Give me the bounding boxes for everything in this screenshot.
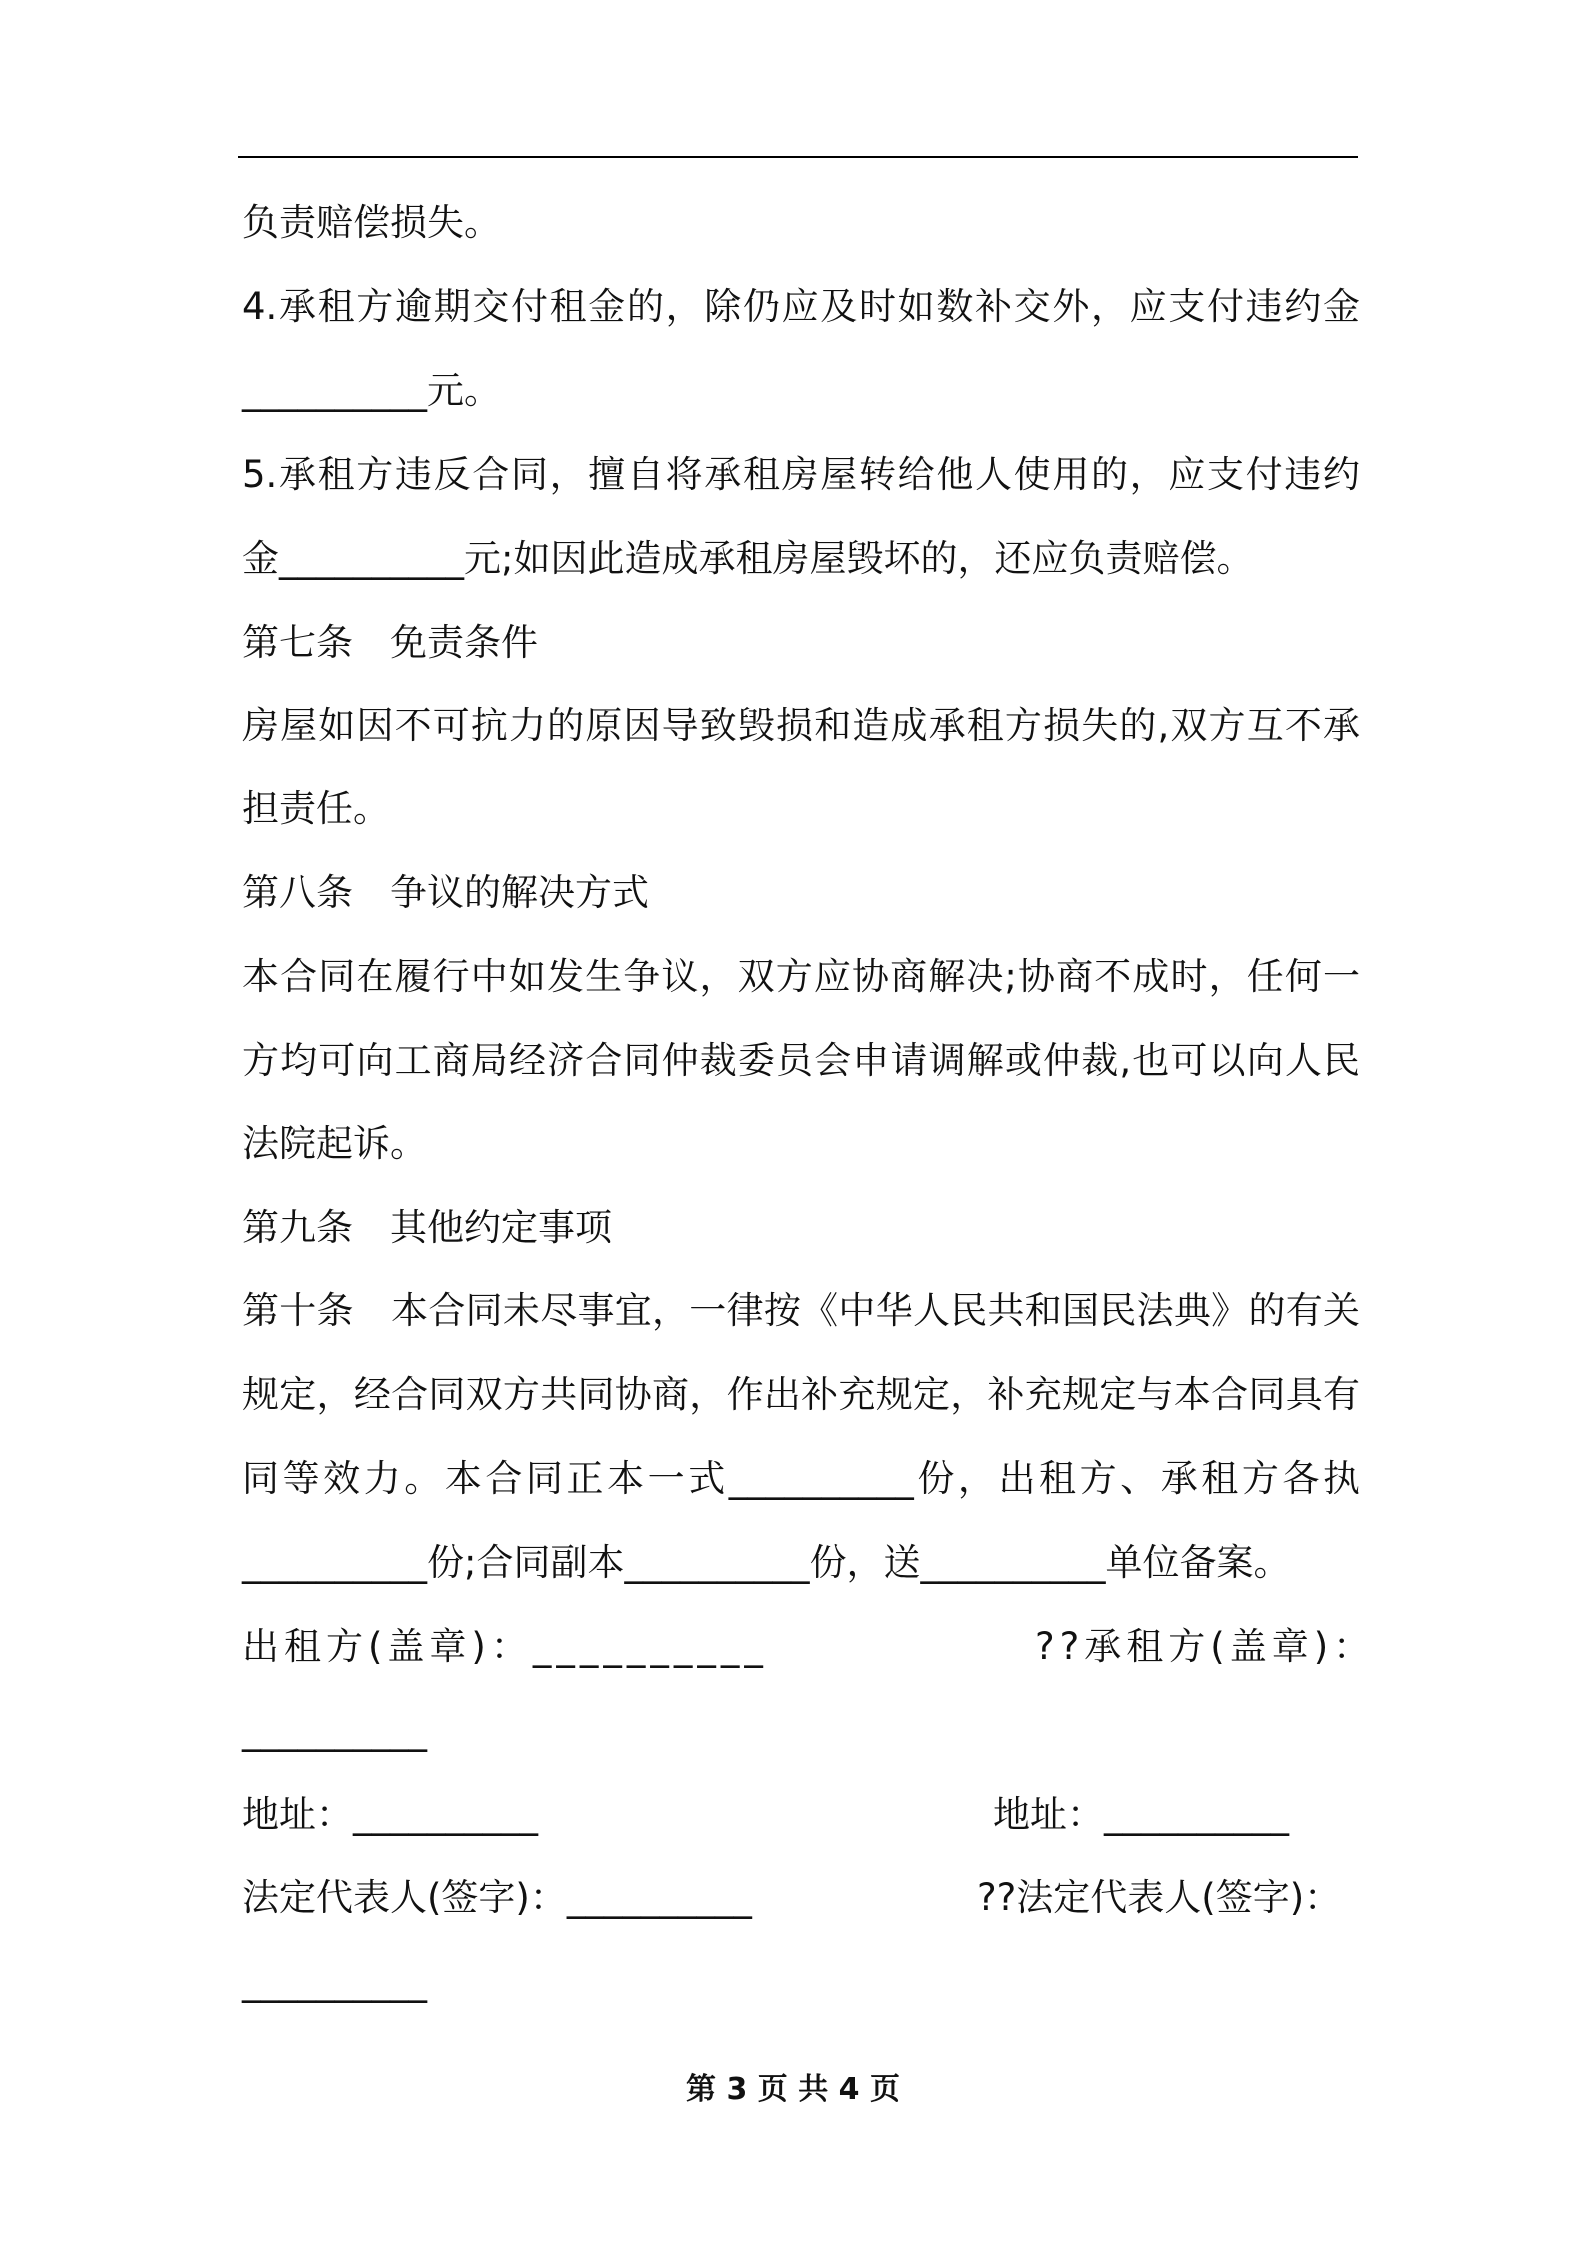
lessor-address-line: 地址：__________ xyxy=(242,1793,538,1836)
lessee-seal-line: ??承租方(盖章)： xyxy=(1035,1625,1376,1668)
paragraph-line: 规定，经合同双方共同协商，作出补充规定，补充规定与本合同具有 xyxy=(242,1373,1360,1416)
lessee-rep-blank: __________ xyxy=(242,1960,427,2003)
lessee-rep-line: ??法定代表人(签字)： xyxy=(977,1876,1342,1919)
header-rule xyxy=(238,156,1358,158)
paragraph-line: 第十条 本合同未尽事宜，一律按《中华人民共和国民法典》的有关 xyxy=(242,1289,1360,1332)
paragraph-line: 本合同在履行中如发生争议，双方应协商解决;协商不成时，任何一 xyxy=(242,955,1360,998)
paragraph-line: 法院起诉。 xyxy=(242,1122,427,1165)
paragraph-line: 方均可向工商局经济合同仲裁委员会申请调解或仲裁,也可以向人民 xyxy=(242,1039,1360,1082)
paragraph-line: 4.承租方逾期交付租金的，除仍应及时如数补交外，应支付违约金 xyxy=(242,285,1360,328)
paragraph-line: 房屋如因不可抗力的原因导致毁损和造成承租方损失的,双方互不承 xyxy=(242,704,1360,747)
paragraph-line: __________元。 xyxy=(242,369,501,412)
paragraph-line: 金__________元;如因此造成承租房屋毁坏的，还应负责赔偿。 xyxy=(242,537,1254,580)
paragraph-line: 担责任。 xyxy=(242,787,390,830)
page-number: 第 3 页 共 4 页 xyxy=(686,2072,900,2107)
lessor-seal-line: 出租方(盖章)：__________ xyxy=(242,1625,768,1668)
paragraph-line: 同等效力。本合同正本一式__________份，出租方、承租方各执 xyxy=(242,1457,1360,1500)
lessee-seal-blank: __________ xyxy=(242,1709,427,1752)
lessor-rep-line: 法定代表人(签字)：__________ xyxy=(242,1876,752,1919)
paragraph-line: 5.承租方违反合同，擅自将承租房屋转给他人使用的，应支付违约 xyxy=(242,453,1360,496)
section-heading: 第七条 免责条件 xyxy=(242,621,538,664)
paragraph-line: __________份;合同副本__________份，送__________单位备案。 xyxy=(242,1541,1291,1584)
section-heading: 第八条 争议的解决方式 xyxy=(242,871,649,914)
paragraph-line: 负责赔偿损失。 xyxy=(242,201,501,244)
section-heading: 第九条 其他约定事项 xyxy=(242,1206,612,1249)
lessee-address-line: 地址：__________ xyxy=(993,1793,1289,1836)
